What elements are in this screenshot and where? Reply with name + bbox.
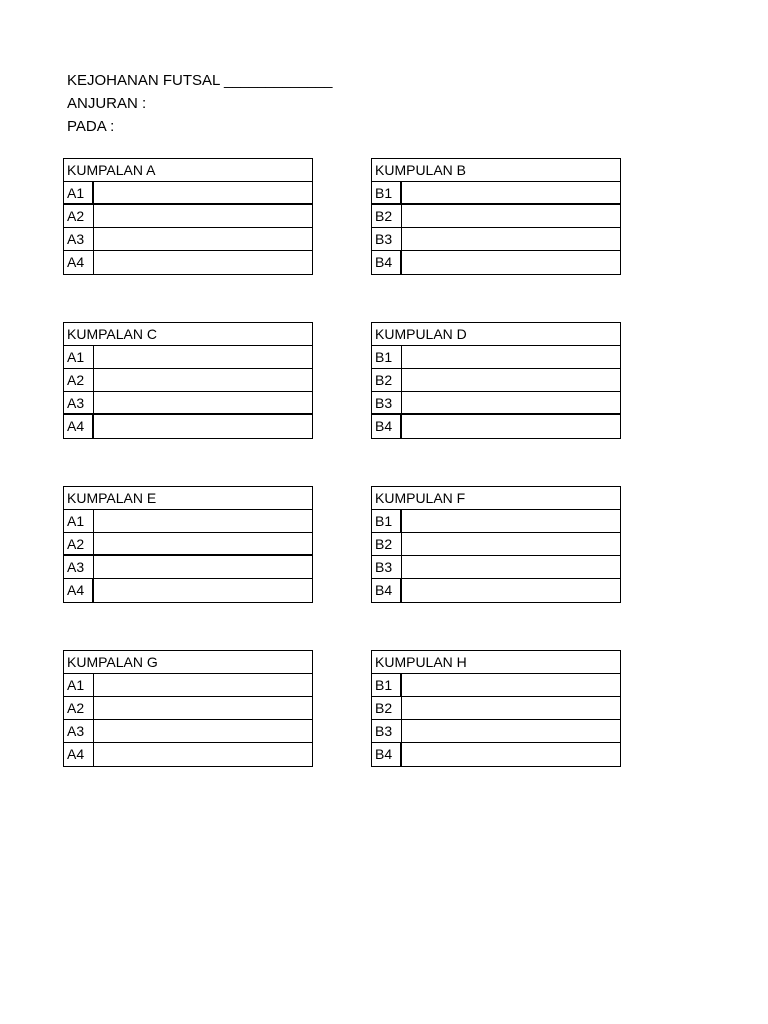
group-table xyxy=(371,322,621,439)
team-cell xyxy=(402,205,620,227)
group-row xyxy=(372,720,620,743)
group-row xyxy=(64,510,312,533)
slot-label: A1 xyxy=(64,674,94,696)
slot-label: A3 xyxy=(64,720,94,742)
slot-label: A4 xyxy=(64,743,94,766)
group-row xyxy=(64,743,312,766)
group-row xyxy=(64,369,312,392)
group-table xyxy=(63,322,313,439)
slot-label: B2 xyxy=(372,533,402,555)
group-title: KUMPULAN H xyxy=(372,651,620,674)
group-table xyxy=(371,486,621,603)
team-cell xyxy=(94,346,312,368)
group-row xyxy=(372,392,620,415)
group-title: KUMPALAN A xyxy=(64,159,312,182)
team-cell xyxy=(94,251,312,274)
slot-label: A2 xyxy=(64,533,94,554)
slot-label: A2 xyxy=(64,369,94,391)
team-cell xyxy=(94,743,312,766)
slot-label: B1 xyxy=(372,674,402,696)
slot-label: A1 xyxy=(64,510,94,532)
team-cell xyxy=(94,205,312,227)
slot-label: A1 xyxy=(64,182,94,203)
team-cell xyxy=(402,510,620,532)
group-row xyxy=(372,743,620,766)
slot-label: A4 xyxy=(64,579,94,602)
team-cell xyxy=(94,415,312,438)
slot-label: B4 xyxy=(372,579,402,602)
slot-label: A2 xyxy=(64,205,94,227)
group-title: KUMPULAN F xyxy=(372,487,620,510)
team-cell xyxy=(94,674,312,696)
group-table xyxy=(371,650,621,767)
group-row xyxy=(372,579,620,602)
group-row xyxy=(372,369,620,392)
team-cell xyxy=(402,369,620,391)
document-header xyxy=(67,69,332,138)
group-row xyxy=(64,556,312,579)
team-cell xyxy=(94,720,312,742)
team-cell xyxy=(94,510,312,532)
group-table xyxy=(63,650,313,767)
group-row xyxy=(64,182,312,205)
team-cell xyxy=(94,392,312,413)
group-title: KUMPULAN B xyxy=(372,159,620,182)
slot-label: B3 xyxy=(372,392,402,413)
group-row xyxy=(372,533,620,556)
slot-label: B1 xyxy=(372,346,402,368)
group-row xyxy=(64,392,312,415)
group-row xyxy=(372,674,620,697)
team-cell xyxy=(94,697,312,719)
team-cell xyxy=(94,369,312,391)
group-row xyxy=(64,720,312,743)
group-title: KUMPALAN E xyxy=(64,487,312,510)
date-label: PADA : xyxy=(67,118,115,135)
group-row xyxy=(64,697,312,720)
group-table xyxy=(371,158,621,275)
slot-label: B1 xyxy=(372,510,402,532)
team-cell xyxy=(402,579,620,602)
groups-grid xyxy=(63,158,621,767)
group-title: KUMPALAN C xyxy=(64,323,312,346)
team-cell xyxy=(402,251,620,274)
group-row xyxy=(372,556,620,579)
group-title: KUMPULAN D xyxy=(372,323,620,346)
group-table xyxy=(63,158,313,275)
group-row xyxy=(372,697,620,720)
team-cell xyxy=(402,720,620,742)
group-row xyxy=(64,228,312,251)
group-row xyxy=(372,510,620,533)
slot-label: A3 xyxy=(64,556,94,578)
slot-label: B2 xyxy=(372,697,402,719)
group-row xyxy=(64,579,312,602)
group-row xyxy=(372,182,620,205)
team-cell xyxy=(402,674,620,696)
group-table xyxy=(63,486,313,603)
team-cell xyxy=(402,697,620,719)
team-cell xyxy=(402,533,620,555)
team-cell xyxy=(402,392,620,413)
slot-label: A4 xyxy=(64,251,94,274)
slot-label: B3 xyxy=(372,720,402,742)
slot-label: B1 xyxy=(372,182,402,203)
team-cell xyxy=(94,182,312,203)
slot-label: B3 xyxy=(372,556,402,578)
team-cell xyxy=(94,533,312,554)
slot-label: B2 xyxy=(372,369,402,391)
team-cell xyxy=(94,228,312,250)
group-row xyxy=(372,346,620,369)
group-row xyxy=(372,228,620,251)
group-row xyxy=(64,415,312,438)
group-row xyxy=(64,674,312,697)
slot-label: A3 xyxy=(64,392,94,413)
team-cell xyxy=(402,228,620,250)
team-cell xyxy=(402,415,620,438)
team-cell xyxy=(402,743,620,766)
group-row xyxy=(372,251,620,274)
slot-label: A3 xyxy=(64,228,94,250)
group-row xyxy=(64,205,312,228)
group-title: KUMPALAN G xyxy=(64,651,312,674)
group-row xyxy=(372,415,620,438)
organizer-label: ANJURAN : xyxy=(67,95,147,112)
team-cell xyxy=(402,556,620,578)
slot-label: B3 xyxy=(372,228,402,250)
group-row xyxy=(64,346,312,369)
tournament-title: KEJOHANAN FUTSAL _____________ xyxy=(67,72,333,89)
slot-label: B4 xyxy=(372,743,402,766)
slot-label: B4 xyxy=(372,415,402,438)
slot-label: A2 xyxy=(64,697,94,719)
group-row xyxy=(64,251,312,274)
slot-label: B4 xyxy=(372,251,402,274)
slot-label: B2 xyxy=(372,205,402,227)
team-cell xyxy=(94,579,312,602)
team-cell xyxy=(402,346,620,368)
team-cell xyxy=(402,182,620,203)
slot-label: A4 xyxy=(64,415,94,438)
slot-label: A1 xyxy=(64,346,94,368)
group-row xyxy=(372,205,620,228)
group-row xyxy=(64,533,312,556)
team-cell xyxy=(94,556,312,578)
